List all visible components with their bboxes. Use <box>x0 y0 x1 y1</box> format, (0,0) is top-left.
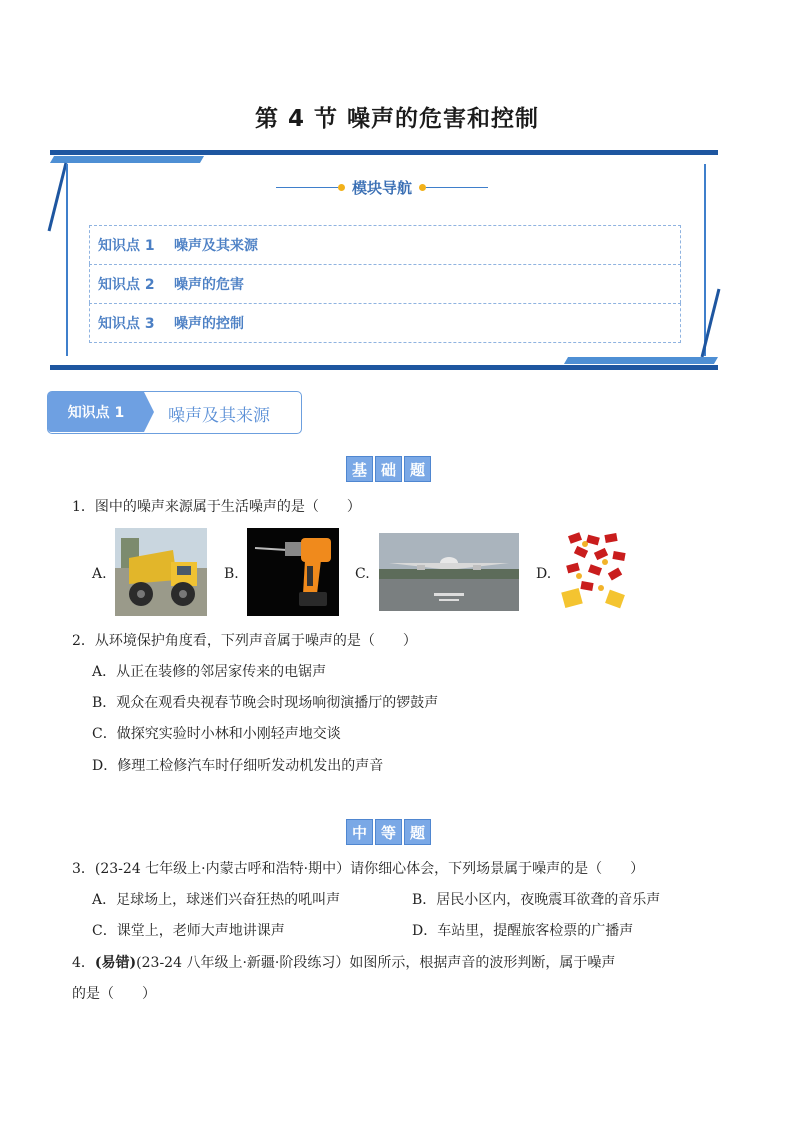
q2-option-b[interactable]: B．观众在观看央视春节晚会时现场响彻演播厅的锣鼓声 <box>92 695 439 711</box>
nav-item-label: 噪声的危害 <box>174 277 244 293</box>
medium-level-label <box>346 819 431 845</box>
question-4-number: 4． <box>72 955 95 971</box>
question-4-stem-line2: 的是（ ） <box>72 986 156 1002</box>
q1-option-c-letter: C. <box>355 566 370 582</box>
firecrackers-image <box>561 530 631 614</box>
level-char: 题 <box>404 819 431 845</box>
question-2-stem: 2．从环境保护角度看，下列声音属于噪声的是（ ） <box>72 633 417 649</box>
question-4-text: (23-24 八年级上·新疆·阶段练习）如图所示，根据声音的波形判断，属于噪声 <box>136 955 616 971</box>
nav-item-2[interactable] <box>89 264 681 303</box>
dump-truck-image <box>115 528 207 616</box>
q3-option-b[interactable]: B．居民小区内，夜晚震耳欲聋的音乐声 <box>412 892 661 908</box>
nav-heading-text: 模块导航 <box>351 179 412 197</box>
page-title: 第 4 节 噪声的危害和控制 <box>254 106 540 132</box>
q3-option-a[interactable]: A．足球场上，球迷们兴奋狂热的吼叫声 <box>92 892 341 908</box>
nav-item-label: 噪声及其来源 <box>174 238 258 254</box>
nav-item-1[interactable] <box>89 225 681 264</box>
q1-option-a-letter: A. <box>92 566 107 582</box>
q2-option-d[interactable]: D．修理工检修汽车时仔细听发动机发出的声音 <box>92 758 384 774</box>
nav-item-key: 知识点 1 <box>98 238 155 254</box>
q3-option-d[interactable]: D．车站里，提醒旅客检票的广播声 <box>412 923 634 939</box>
level-char: 题 <box>404 456 431 482</box>
power-drill-image <box>247 528 339 616</box>
level-char: 基 <box>346 456 373 482</box>
level-char: 础 <box>375 456 402 482</box>
module-navigation-heading <box>276 178 488 198</box>
level-char: 中 <box>346 819 373 845</box>
question-4-tag: (易错) <box>94 955 137 971</box>
basic-level-label <box>346 456 431 482</box>
question-3-stem: 3．(23-24 七年级上·内蒙古呼和浩特·期中）请你细心体会，下列场景属于噪声的是（ ） <box>72 861 645 877</box>
airplane-image <box>379 533 519 611</box>
q2-option-a[interactable]: A．从正在装修的邻居家传来的电锯声 <box>92 664 327 680</box>
navigation-list <box>89 225 681 343</box>
question-1-stem: 1．图中的噪声来源属于生活噪声的是（ ） <box>72 499 361 515</box>
q1-option-d-letter: D. <box>536 566 552 582</box>
knowledge-point-tab <box>47 391 302 434</box>
knowledge-point-badge: 知识点 1 <box>48 392 144 432</box>
knowledge-point-label: 噪声及其来源 <box>168 406 270 426</box>
level-char: 等 <box>375 819 402 845</box>
question-4-stem <box>72 953 615 973</box>
nav-item-key: 知识点 3 <box>98 316 155 332</box>
q3-option-c[interactable]: C．课堂上，老师大声地讲课声 <box>92 923 285 939</box>
nav-item-3[interactable] <box>89 303 681 343</box>
nav-item-key: 知识点 2 <box>98 277 155 293</box>
q2-option-c[interactable]: C．做探究实验时小林和小刚轻声地交谈 <box>92 726 341 742</box>
q1-option-b-letter: B. <box>224 566 239 582</box>
nav-item-label: 噪声的控制 <box>174 316 244 332</box>
